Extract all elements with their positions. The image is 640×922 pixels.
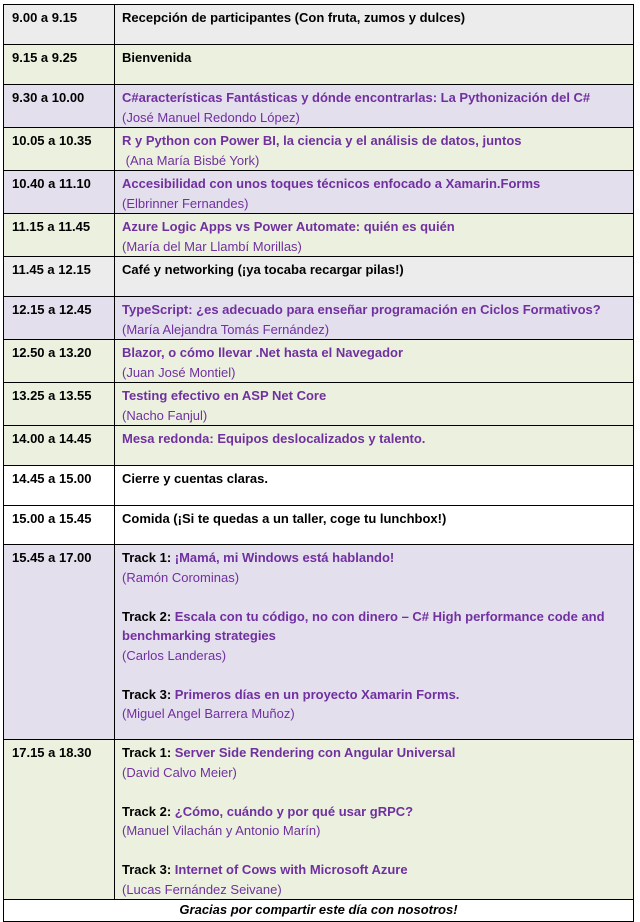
workshop-track <box>122 802 629 841</box>
workshop-track <box>122 607 629 666</box>
track-label: Track 3: <box>122 686 175 702</box>
agenda-row-workshops <box>4 740 634 900</box>
session-cell <box>115 128 634 171</box>
agenda-footer-row <box>4 900 634 922</box>
workshop-tracks <box>115 545 634 740</box>
speaker-name: (Juan José Montiel) <box>122 364 236 380</box>
speaker-name: (David Calvo Meier) <box>122 764 237 780</box>
agenda-table <box>3 4 634 922</box>
session-title: Café y networking (¡ya tocaba recargar pilas!) <box>115 257 634 297</box>
session-title: Comida (¡Si te quedas a un taller, coge tu lunchbox!) <box>115 506 634 545</box>
time-cell: 14.00 a 14.45 <box>4 426 115 466</box>
session-title: TypeScript: ¿es adecuado para enseñar programación en Ciclos Formativos? <box>122 302 601 317</box>
track-label: Track 1: <box>122 745 175 760</box>
track-title: ¡Mamá, mi Windows está hablando! <box>174 550 395 565</box>
time-cell: 17.15 a 18.30 <box>4 740 115 900</box>
workshop-track <box>122 860 629 899</box>
session-cell <box>115 214 634 257</box>
session-cell <box>115 340 634 383</box>
agenda-row-workshops <box>4 545 634 740</box>
workshop-tracks <box>115 740 634 900</box>
agenda-row-session <box>4 128 634 171</box>
session-title: Bienvenida <box>115 45 634 85</box>
session-cell <box>115 85 634 128</box>
speaker-name: (José Manuel Redondo López) <box>122 109 300 125</box>
track-label: Track 2: <box>122 803 175 819</box>
session-title: R y Python con Power BI, la ciencia y el análisis de datos, juntos <box>122 133 522 148</box>
time-cell: 12.15 a 12.45 <box>4 297 115 340</box>
session-cell <box>115 297 634 340</box>
agenda-row-session <box>4 171 634 214</box>
agenda-row-coffee-break <box>4 257 634 297</box>
track-label: Track 1: <box>122 550 175 565</box>
session-cell <box>115 171 634 214</box>
agenda-row-round-table <box>4 426 634 466</box>
speaker-name: (María del Mar Llambí Morillas) <box>122 238 302 254</box>
time-cell: 9.30 a 10.00 <box>4 85 115 128</box>
time-cell: 11.45 a 12.15 <box>4 257 115 297</box>
session-title: Recepción de participantes (Con fruta, zumos y dulces) <box>115 5 634 45</box>
agenda-row-closing <box>4 466 634 506</box>
speaker-name: (Ana María Bisbé York) <box>122 152 260 168</box>
speaker-name: (María Alejandra Tomás Fernández) <box>122 321 330 337</box>
agenda-row-session <box>4 340 634 383</box>
speaker-name: (Carlos Landeras) <box>122 647 227 663</box>
speaker-name: (Ramón Corominas) <box>122 569 240 585</box>
workshop-track <box>122 685 629 724</box>
speaker-name: (Miguel Angel Barrera Muñoz) <box>122 706 295 721</box>
track-title: Primeros días en un proyecto Xamarin Forms. <box>174 686 460 702</box>
time-cell: 15.45 a 17.00 <box>4 545 115 740</box>
time-cell: 15.00 a 15.45 <box>4 506 115 545</box>
agenda-row-welcome-reception <box>4 5 634 45</box>
speaker-name: (Manuel Vilachán y Antonio Marín) <box>122 823 321 838</box>
agenda-row-session <box>4 297 634 340</box>
session-title: C#aracterísticas Fantásticas y dónde encontrarlas: La Pythonización del C# <box>122 90 591 105</box>
time-cell: 9.15 a 9.25 <box>4 45 115 85</box>
track-label: Track 2: <box>122 608 175 624</box>
time-cell: 9.00 a 9.15 <box>4 5 115 45</box>
track-title: Escala con tu código, no con dinero – C# High performance code and benchmarking strategies <box>122 608 605 643</box>
time-cell: 13.25 a 13.55 <box>4 383 115 426</box>
session-title: Testing efectivo en ASP Net Core <box>122 388 327 403</box>
session-title: Mesa redonda: Equipos deslocalizados y talento. <box>115 426 634 466</box>
session-title: Blazor, o cómo llevar .Net hasta el Navegador <box>122 345 404 360</box>
track-title: Internet of Cows with Microsoft Azure <box>174 862 408 877</box>
agenda-row-session <box>4 85 634 128</box>
time-cell: 14.45 a 15.00 <box>4 466 115 506</box>
workshop-track <box>122 743 629 782</box>
agenda-row-lunch <box>4 506 634 545</box>
time-cell: 11.15 a 11.45 <box>4 214 115 257</box>
agenda-row-session <box>4 383 634 426</box>
session-title: Cierre y cuentas claras. <box>115 466 634 506</box>
speaker-name: (Lucas Fernández Seivane) <box>122 881 282 897</box>
workshop-track <box>122 548 629 587</box>
time-cell: 10.40 a 11.10 <box>4 171 115 214</box>
speaker-name: (Elbrinner Fernandes) <box>122 195 249 211</box>
time-cell: 10.05 a 10.35 <box>4 128 115 171</box>
track-title: Server Side Rendering con Angular Universal <box>174 745 456 760</box>
agenda-row-welcome <box>4 45 634 85</box>
time-cell: 12.50 a 13.20 <box>4 340 115 383</box>
agenda-document <box>3 4 634 922</box>
track-title: ¿Cómo, cuándo y por qué usar gRPC? <box>174 803 414 819</box>
closing-message: Gracias por compartir este día con nosotros! <box>4 900 634 922</box>
speaker-name: (Nacho Fanjul) <box>122 407 208 423</box>
session-title: Azure Logic Apps vs Power Automate: quién es quién <box>122 219 455 234</box>
session-title: Accesibilidad con unos toques técnicos enfocado a Xamarin.Forms <box>122 176 541 191</box>
session-cell <box>115 383 634 426</box>
track-label: Track 3: <box>122 862 175 877</box>
agenda-row-session <box>4 214 634 257</box>
